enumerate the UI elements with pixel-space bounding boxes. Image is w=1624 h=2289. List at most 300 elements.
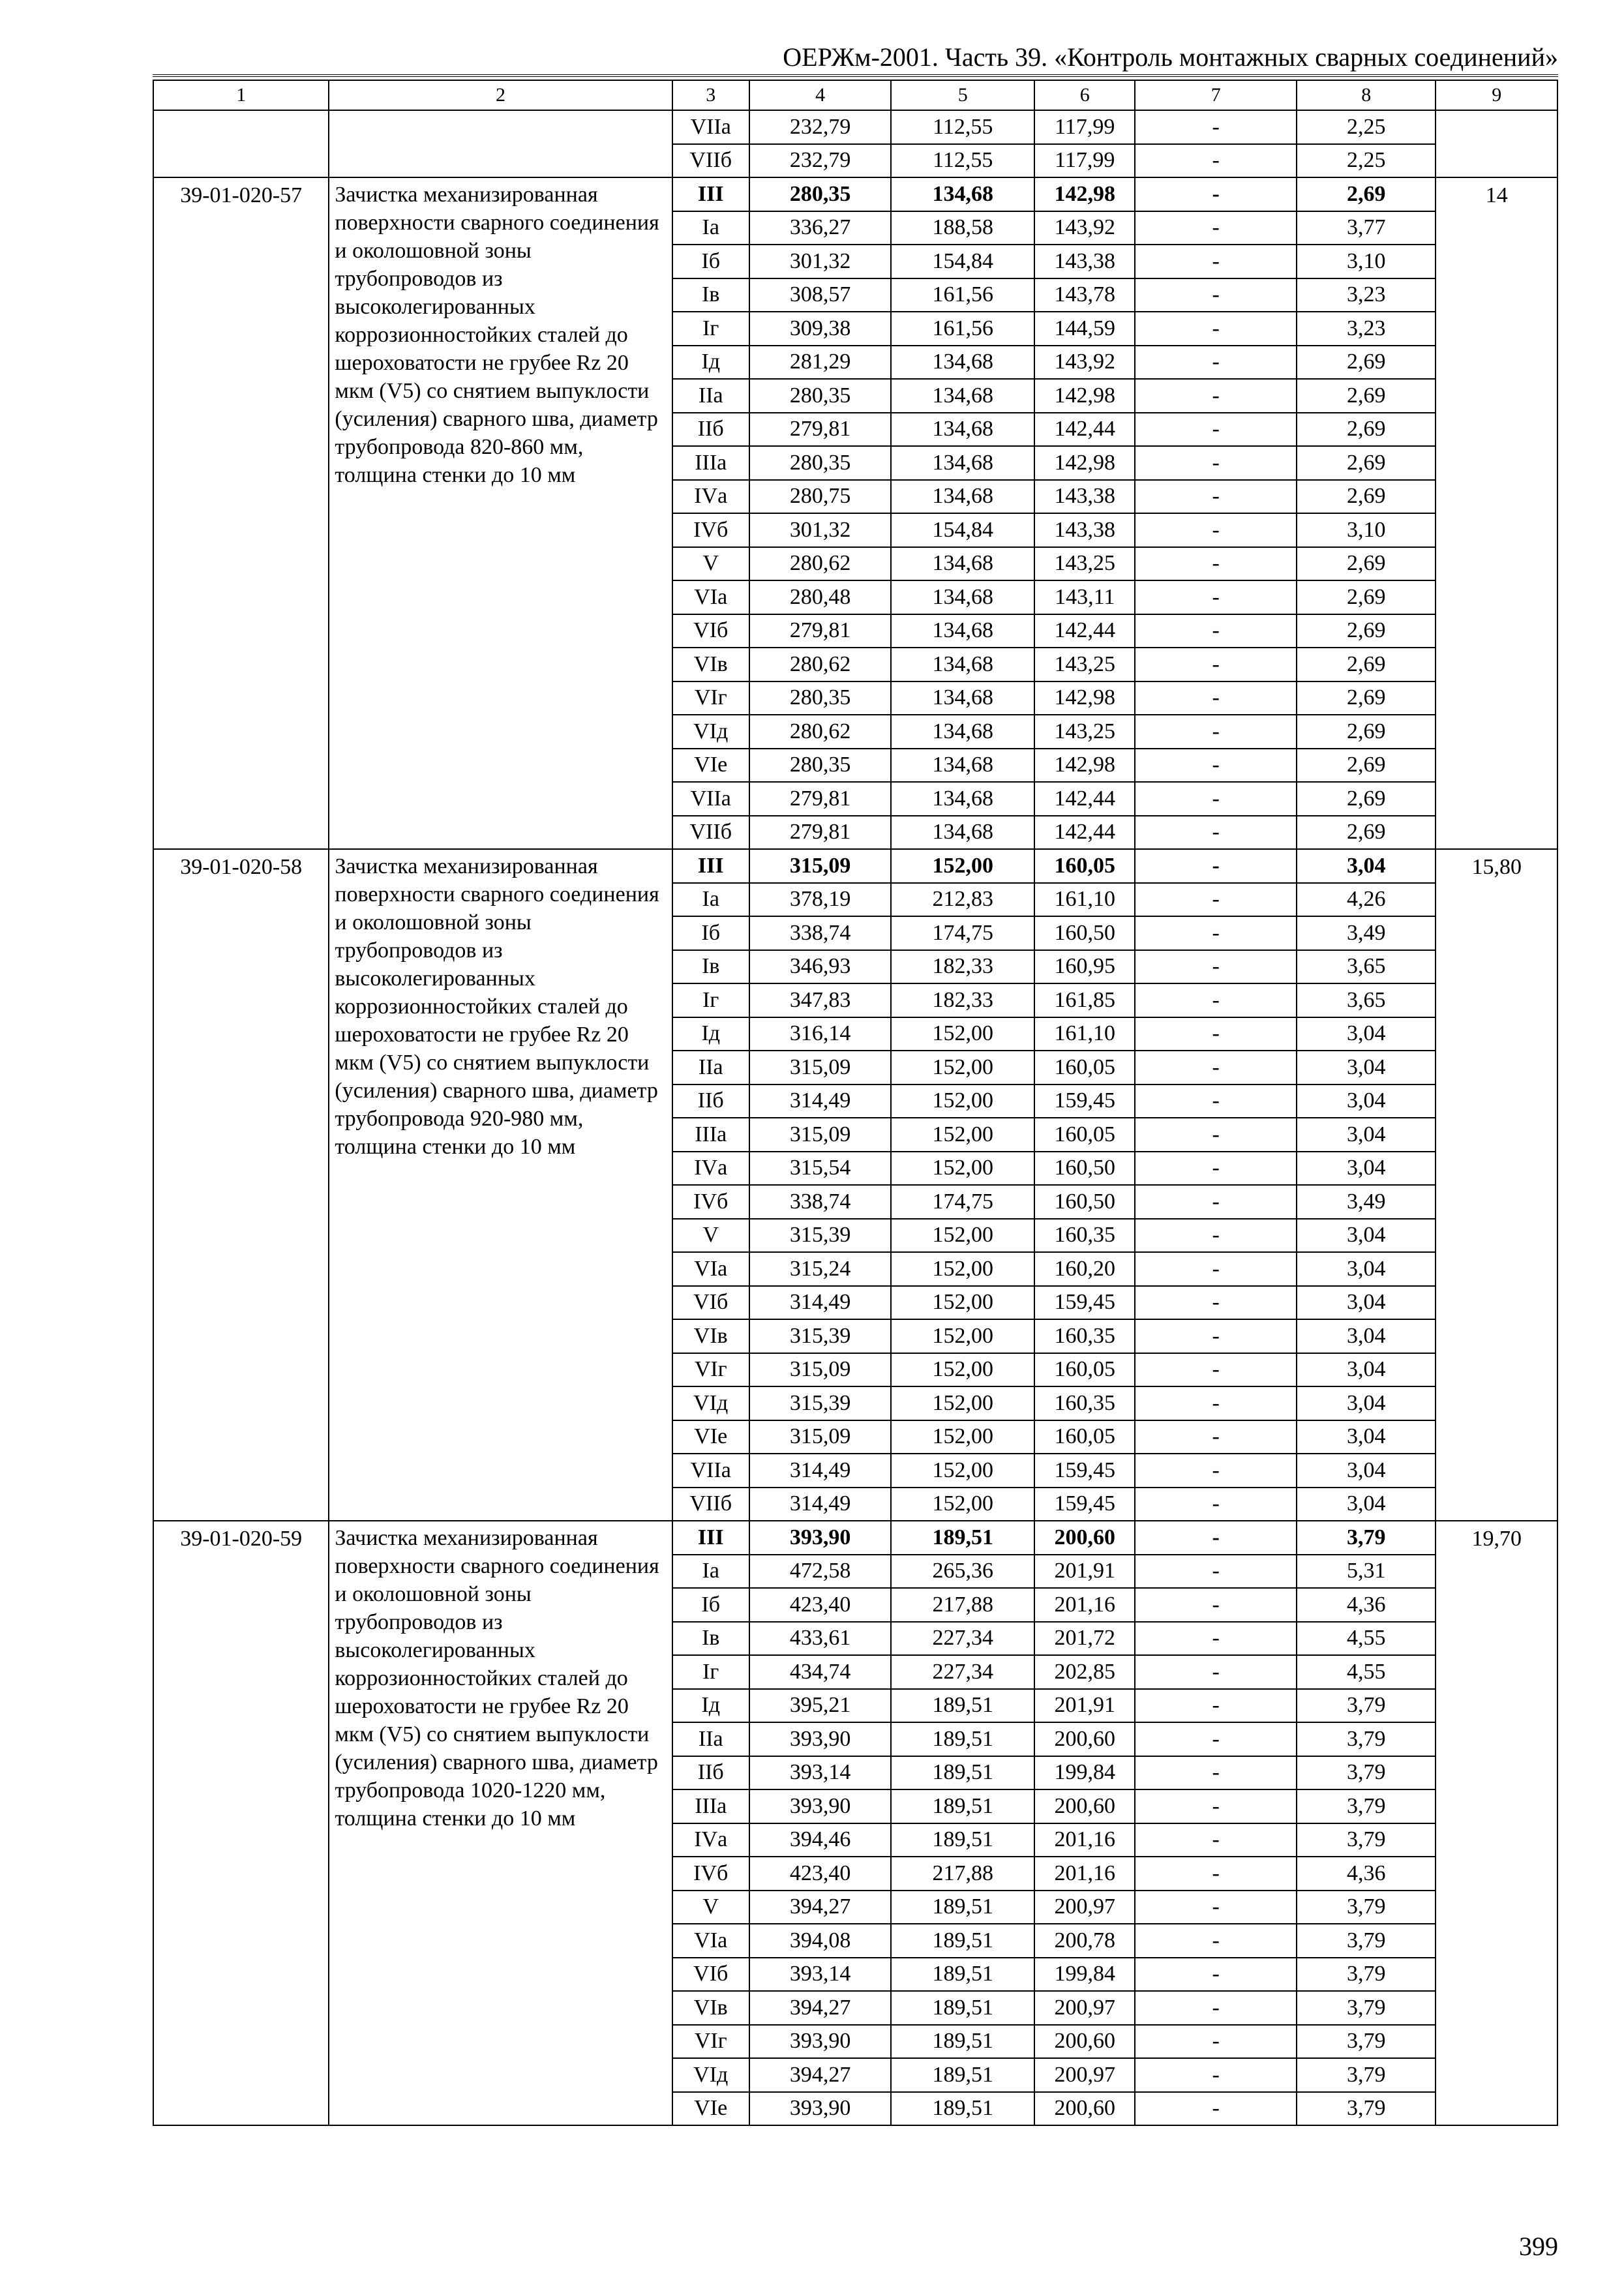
subsection-cell: III (672, 849, 749, 883)
machine-cost-cell: 142,44 (1034, 413, 1135, 447)
subsection-cell: Iв (672, 1622, 749, 1656)
machine-cost-cell: 142,98 (1034, 749, 1135, 783)
material-cost-cell: - (1135, 1823, 1297, 1857)
total-cost-cell: 301,32 (749, 245, 892, 278)
labor-cost-cell: 134,68 (891, 413, 1034, 447)
labor-cost-cell: 152,00 (891, 1454, 1034, 1488)
labor-cost-cell: 152,00 (891, 1488, 1034, 1521)
labor-cost-cell: 134,68 (891, 816, 1034, 850)
material-cost-cell: - (1135, 1488, 1297, 1521)
subsection-cell: VIг (672, 2025, 749, 2059)
labor-cost-cell: 189,51 (891, 1789, 1034, 1823)
total-cost-cell: 423,40 (749, 1588, 892, 1622)
machinist-labor-cell: 4,36 (1297, 1857, 1436, 1891)
machinist-labor-cell: 2,69 (1297, 379, 1436, 413)
material-cost-cell: - (1135, 2092, 1297, 2126)
machine-cost-cell: 143,92 (1034, 211, 1135, 245)
machinist-labor-cell: 3,04 (1297, 1319, 1436, 1353)
rate-row (153, 177, 1557, 211)
machinist-labor-cell: 3,49 (1297, 1185, 1436, 1219)
machinist-labor-cell: 3,49 (1297, 916, 1436, 950)
machinist-labor-cell: 3,04 (1297, 1488, 1436, 1521)
material-cost-cell: - (1135, 413, 1297, 447)
material-cost-cell: - (1135, 580, 1297, 614)
machine-cost-cell: 143,78 (1034, 278, 1135, 312)
labor-cost-cell: 189,51 (891, 2025, 1034, 2059)
machine-cost-cell: 143,25 (1034, 547, 1135, 581)
subsection-cell: Iв (672, 278, 749, 312)
machine-cost-cell: 160,95 (1034, 950, 1135, 984)
material-cost-cell: - (1135, 177, 1297, 211)
work-description: Зачистка механизированная поверхности сварного соединения и околошовной зоны трубопроводов из высоколегированных коррозионностойких сталей до шероховатости не грубее Rz 20 мкм (V5) со снятием выпуклости (усиления) сварного шва, диаметр трубопровода 1020-1220 мм, толщина стенки до 10 мм (329, 1521, 672, 2125)
machinist-labor-cell: 3,04 (1297, 1286, 1436, 1320)
total-cost-cell: 433,61 (749, 1622, 892, 1656)
machinist-labor-cell: 3,79 (1297, 1756, 1436, 1790)
total-cost-cell: 280,35 (749, 446, 892, 480)
subsection-cell: IIа (672, 1051, 749, 1085)
machine-cost-cell: 160,50 (1034, 916, 1135, 950)
total-cost-cell: 395,21 (749, 1689, 892, 1723)
material-cost-cell: - (1135, 1286, 1297, 1320)
total-cost-cell: 378,19 (749, 883, 892, 917)
machinist-labor-cell: 3,04 (1297, 1051, 1436, 1085)
machinist-labor-cell: 3,79 (1297, 2025, 1436, 2059)
subsection-cell: V (672, 1891, 749, 1924)
material-cost-cell: - (1135, 1756, 1297, 1790)
subsection-cell: VIе (672, 749, 749, 783)
total-cost-cell: 309,38 (749, 312, 892, 346)
labor-cost-cell: 152,00 (891, 1386, 1034, 1420)
machine-cost-cell: 117,99 (1034, 110, 1135, 144)
machine-cost-cell: 160,05 (1034, 849, 1135, 883)
labor-cost-cell: 152,00 (891, 1017, 1034, 1051)
subsection-cell: IIа (672, 379, 749, 413)
subsection-cell: IVа (672, 1823, 749, 1857)
labor-cost-cell: 189,51 (891, 1891, 1034, 1924)
labor-cost-cell: 161,56 (891, 312, 1034, 346)
material-cost-cell: - (1135, 816, 1297, 850)
labor-cost-cell: 189,51 (891, 1756, 1034, 1790)
total-cost-cell: 314,49 (749, 1286, 892, 1320)
subsection-cell: IIIа (672, 1118, 749, 1152)
material-cost-cell: - (1135, 950, 1297, 984)
material-cost-cell: - (1135, 379, 1297, 413)
subsection-cell: IVб (672, 1857, 749, 1891)
machinist-labor-cell: 3,04 (1297, 1252, 1436, 1286)
machinist-labor-cell: 3,04 (1297, 1353, 1436, 1387)
labor-cost-cell: 134,68 (891, 580, 1034, 614)
labor-cost-cell: 189,51 (891, 1958, 1034, 1992)
subsection-cell: IIб (672, 413, 749, 447)
col9-cell-empty (1436, 110, 1557, 177)
material-cost-cell: - (1135, 1051, 1297, 1085)
labor-cost-cell: 152,00 (891, 1051, 1034, 1085)
labor-cost-cell: 134,68 (891, 782, 1034, 816)
total-cost-cell: 393,90 (749, 1521, 892, 1555)
material-cost-cell: - (1135, 1219, 1297, 1253)
subsection-cell: IVа (672, 1152, 749, 1186)
subsection-cell: V (672, 1219, 749, 1253)
machinist-labor-cell: 3,79 (1297, 1823, 1436, 1857)
labor-cost-cell: 152,00 (891, 1319, 1034, 1353)
continuation-row (153, 110, 1557, 144)
subsection-cell: Iв (672, 950, 749, 984)
material-cost-cell: - (1135, 1689, 1297, 1723)
labor-cost-cell: 152,00 (891, 1286, 1034, 1320)
total-cost-cell: 315,39 (749, 1219, 892, 1253)
labor-cost-cell: 134,68 (891, 177, 1034, 211)
column-number-9: 9 (1436, 80, 1557, 110)
material-cost-cell: - (1135, 1958, 1297, 1992)
machine-cost-cell: 200,97 (1034, 1891, 1135, 1924)
machinist-labor-cell: 2,69 (1297, 547, 1436, 581)
total-cost-cell: 280,48 (749, 580, 892, 614)
total-cost-cell: 280,35 (749, 379, 892, 413)
machinist-labor-cell: 2,69 (1297, 648, 1436, 681)
labor-cost-cell: 174,75 (891, 916, 1034, 950)
machine-cost-cell: 142,44 (1034, 782, 1135, 816)
total-cost-cell: 314,49 (749, 1488, 892, 1521)
machine-cost-cell: 144,59 (1034, 312, 1135, 346)
labor-cost-cell: 188,58 (891, 211, 1034, 245)
total-cost-cell: 308,57 (749, 278, 892, 312)
subsection-cell: Iа (672, 883, 749, 917)
total-cost-cell: 315,09 (749, 1051, 892, 1085)
machinist-labor-cell: 2,69 (1297, 681, 1436, 715)
total-cost-cell: 393,90 (749, 2025, 892, 2059)
total-cost-cell: 347,83 (749, 983, 892, 1017)
total-cost-cell: 394,27 (749, 2058, 892, 2092)
machine-cost-cell: 160,50 (1034, 1152, 1135, 1186)
subsection-cell: VIIб (672, 1488, 749, 1521)
labor-cost-cell: 134,68 (891, 715, 1034, 749)
machine-cost-cell: 200,97 (1034, 1991, 1135, 2025)
labor-cost-cell: 161,56 (891, 278, 1034, 312)
subsection-cell: VIа (672, 1924, 749, 1958)
subsection-cell: IVб (672, 513, 749, 547)
machine-cost-cell: 142,98 (1034, 446, 1135, 480)
machine-cost-cell: 142,98 (1034, 681, 1135, 715)
machine-cost-cell: 160,05 (1034, 1420, 1135, 1454)
machine-cost-cell: 160,05 (1034, 1051, 1135, 1085)
subsection-cell: IVа (672, 480, 749, 514)
rate-row (153, 1521, 1557, 1555)
material-cost-cell: - (1135, 1555, 1297, 1589)
labor-cost-cell: 152,00 (891, 1420, 1034, 1454)
subsection-cell: VIе (672, 2092, 749, 2126)
material-cost-cell: - (1135, 1891, 1297, 1924)
material-cost-cell: - (1135, 547, 1297, 581)
column-number-7: 7 (1135, 80, 1297, 110)
material-cost-cell: - (1135, 1185, 1297, 1219)
total-cost-cell: 279,81 (749, 782, 892, 816)
column-number-5: 5 (891, 80, 1034, 110)
subsection-cell: Iг (672, 983, 749, 1017)
machinist-labor-cell: 2,69 (1297, 580, 1436, 614)
material-cost-cell: - (1135, 849, 1297, 883)
subsection-cell: VIд (672, 715, 749, 749)
labor-cost-cell: 134,68 (891, 648, 1034, 681)
machine-cost-cell: 143,92 (1034, 346, 1135, 380)
material-cost-cell: - (1135, 1118, 1297, 1152)
total-cost-cell: 315,39 (749, 1319, 892, 1353)
material-cost-cell: - (1135, 614, 1297, 648)
machine-cost-cell: 200,60 (1034, 2092, 1135, 2126)
machine-cost-cell: 200,60 (1034, 2025, 1135, 2059)
subsection-cell: VIв (672, 1319, 749, 1353)
machinist-labor-cell: 2,69 (1297, 177, 1436, 211)
material-cost-cell: - (1135, 1017, 1297, 1051)
material-cost-cell: - (1135, 1252, 1297, 1286)
total-cost-cell: 336,27 (749, 211, 892, 245)
machinist-labor-cell: 4,55 (1297, 1622, 1436, 1656)
subsection-cell: IVб (672, 1185, 749, 1219)
machine-cost-cell: 142,44 (1034, 614, 1135, 648)
machine-cost-cell: 200,60 (1034, 1521, 1135, 1555)
machinist-labor-cell: 3,79 (1297, 1924, 1436, 1958)
labor-cost-cell: 189,51 (891, 1521, 1034, 1555)
labor-cost-cell: 189,51 (891, 1823, 1034, 1857)
machine-cost-cell: 142,44 (1034, 816, 1135, 850)
material-cost-cell: - (1135, 1353, 1297, 1387)
machine-cost-cell: 160,35 (1034, 1386, 1135, 1420)
code-cell-empty (153, 110, 329, 177)
total-cost-cell: 279,81 (749, 413, 892, 447)
subsection-cell: III (672, 177, 749, 211)
subsection-cell: Iб (672, 245, 749, 278)
machine-cost-cell: 143,38 (1034, 513, 1135, 547)
material-cost-cell: - (1135, 1789, 1297, 1823)
material-cost-cell: - (1135, 1622, 1297, 1656)
subsection-cell: VIIа (672, 782, 749, 816)
subsection-cell: Iд (672, 1017, 749, 1051)
column-number-1: 1 (153, 80, 329, 110)
subsection-cell: Iб (672, 916, 749, 950)
labor-cost-cell: 134,68 (891, 681, 1034, 715)
machine-cost-cell: 160,05 (1034, 1353, 1135, 1387)
machinist-labor-cell: 3,77 (1297, 211, 1436, 245)
material-cost-cell: - (1135, 446, 1297, 480)
subsection-cell: VIе (672, 1420, 749, 1454)
subsection-cell: Iа (672, 211, 749, 245)
rate-code: 39-01-020-58 (153, 849, 329, 1521)
total-cost-cell: 315,09 (749, 849, 892, 883)
column-number-4: 4 (749, 80, 892, 110)
subsection-cell: VIв (672, 648, 749, 681)
subsection-cell: VIа (672, 1252, 749, 1286)
machinist-labor-cell: 2,69 (1297, 715, 1436, 749)
material-cost-cell: - (1135, 1319, 1297, 1353)
machinist-labor-cell: 4,55 (1297, 1655, 1436, 1689)
total-cost-cell: 314,49 (749, 1085, 892, 1118)
material-cost-cell: - (1135, 144, 1297, 178)
column-number-3: 3 (672, 80, 749, 110)
material-cost-cell: - (1135, 681, 1297, 715)
machine-cost-cell: 160,50 (1034, 1185, 1135, 1219)
machine-cost-cell: 161,85 (1034, 983, 1135, 1017)
labor-cost-cell: 182,33 (891, 983, 1034, 1017)
total-cost-cell: 280,62 (749, 648, 892, 681)
machine-cost-cell: 143,11 (1034, 580, 1135, 614)
machine-cost-cell: 201,16 (1034, 1823, 1135, 1857)
material-cost-cell: - (1135, 346, 1297, 380)
rate-code: 39-01-020-57 (153, 177, 329, 849)
subsection-cell: VIIб (672, 144, 749, 178)
labor-cost-cell: 227,34 (891, 1622, 1034, 1656)
machinist-labor-cell: 3,04 (1297, 1420, 1436, 1454)
labor-cost-cell: 152,00 (891, 849, 1034, 883)
subsection-cell: IIб (672, 1085, 749, 1118)
total-cost-cell: 315,54 (749, 1152, 892, 1186)
subsection-cell: Iа (672, 1555, 749, 1589)
machine-cost-cell: 142,98 (1034, 177, 1135, 211)
machinist-labor-cell: 4,26 (1297, 883, 1436, 917)
material-cost-cell: - (1135, 1655, 1297, 1689)
machine-cost-cell: 201,72 (1034, 1622, 1135, 1656)
machinist-labor-cell: 3,79 (1297, 1891, 1436, 1924)
machinist-labor-cell: 2,69 (1297, 413, 1436, 447)
material-cost-cell: - (1135, 513, 1297, 547)
total-cost-cell: 315,09 (749, 1420, 892, 1454)
material-cost-cell: - (1135, 211, 1297, 245)
machinist-labor-cell: 2,69 (1297, 446, 1436, 480)
machine-cost-cell: 200,97 (1034, 2058, 1135, 2092)
total-cost-cell: 393,90 (749, 2092, 892, 2126)
labor-cost-cell: 134,68 (891, 480, 1034, 514)
machinist-labor-cell: 3,79 (1297, 1689, 1436, 1723)
total-cost-cell: 315,09 (749, 1353, 892, 1387)
machine-cost-cell: 200,60 (1034, 1789, 1135, 1823)
machinist-labor-cell: 3,79 (1297, 1958, 1436, 1992)
subsection-cell: Iд (672, 1689, 749, 1723)
machine-cost-cell: 160,35 (1034, 1319, 1135, 1353)
total-cost-cell: 280,62 (749, 547, 892, 581)
table-body (153, 80, 1557, 2125)
machine-cost-cell: 200,78 (1034, 1924, 1135, 1958)
machinist-labor-cell: 3,04 (1297, 1017, 1436, 1051)
labor-cost-cell: 134,68 (891, 446, 1034, 480)
material-cost-cell: - (1135, 1991, 1297, 2025)
labor-cost-cell: 152,00 (891, 1118, 1034, 1152)
machine-cost-cell: 159,45 (1034, 1286, 1135, 1320)
total-cost-cell: 393,14 (749, 1958, 892, 1992)
labor-cost-cell: 189,51 (891, 1722, 1034, 1756)
labor-cost-cell: 217,88 (891, 1588, 1034, 1622)
material-cost-cell: - (1135, 715, 1297, 749)
rate-code: 39-01-020-59 (153, 1521, 329, 2125)
total-cost-cell: 472,58 (749, 1555, 892, 1589)
total-cost-cell: 394,46 (749, 1823, 892, 1857)
machinist-labor-cell: 2,69 (1297, 614, 1436, 648)
machinist-labor-cell: 3,04 (1297, 1118, 1436, 1152)
total-cost-cell: 393,90 (749, 1789, 892, 1823)
total-cost-cell: 315,09 (749, 1118, 892, 1152)
material-cost-cell: - (1135, 1857, 1297, 1891)
material-cost-cell: - (1135, 1521, 1297, 1555)
machinist-labor-cell: 3,79 (1297, 1991, 1436, 2025)
labor-cost-cell: 182,33 (891, 950, 1034, 984)
material-cost-cell: - (1135, 480, 1297, 514)
material-cost-cell: - (1135, 1152, 1297, 1186)
subsection-cell: Iг (672, 312, 749, 346)
material-cost-cell: - (1135, 749, 1297, 783)
subsection-cell: IIIа (672, 446, 749, 480)
subsection-cell: VIб (672, 1286, 749, 1320)
machine-cost-cell: 160,35 (1034, 1219, 1135, 1253)
machine-cost-cell: 159,45 (1034, 1085, 1135, 1118)
machine-cost-cell: 200,60 (1034, 1722, 1135, 1756)
machine-cost-cell: 201,91 (1034, 1555, 1135, 1589)
machine-cost-cell: 201,16 (1034, 1857, 1135, 1891)
total-cost-cell: 280,62 (749, 715, 892, 749)
column-9-value: 14 (1436, 177, 1557, 849)
total-cost-cell: 315,39 (749, 1386, 892, 1420)
machine-cost-cell: 159,45 (1034, 1454, 1135, 1488)
material-cost-cell: - (1135, 883, 1297, 917)
work-description: Зачистка механизированная поверхности сварного соединения и околошовной зоны трубопроводов из высоколегированных коррозионностойких сталей до шероховатости не грубее Rz 20 мкм (V5) со снятием выпуклости (усиления) сварного шва, диаметр трубопровода 920-980 мм, толщина стенки до 10 мм (329, 849, 672, 1521)
machinist-labor-cell: 2,69 (1297, 782, 1436, 816)
machine-cost-cell: 143,38 (1034, 245, 1135, 278)
machine-cost-cell: 202,85 (1034, 1655, 1135, 1689)
machine-cost-cell: 160,05 (1034, 1118, 1135, 1152)
total-cost-cell: 338,74 (749, 1185, 892, 1219)
total-cost-cell: 394,27 (749, 1891, 892, 1924)
labor-cost-cell: 189,51 (891, 2058, 1034, 2092)
machinist-labor-cell: 3,10 (1297, 513, 1436, 547)
machinist-labor-cell: 3,04 (1297, 1219, 1436, 1253)
subsection-cell: IIIа (672, 1789, 749, 1823)
machinist-labor-cell: 3,10 (1297, 245, 1436, 278)
labor-cost-cell: 134,68 (891, 614, 1034, 648)
subsection-cell: VIб (672, 614, 749, 648)
labor-cost-cell: 189,51 (891, 1924, 1034, 1958)
total-cost-cell: 232,79 (749, 144, 892, 178)
material-cost-cell: - (1135, 1386, 1297, 1420)
total-cost-cell: 280,35 (749, 681, 892, 715)
labor-cost-cell: 217,88 (891, 1857, 1034, 1891)
labor-cost-cell: 112,55 (891, 144, 1034, 178)
total-cost-cell: 279,81 (749, 614, 892, 648)
material-cost-cell: - (1135, 2025, 1297, 2059)
labor-cost-cell: 189,51 (891, 1689, 1034, 1723)
column-number-8: 8 (1297, 80, 1436, 110)
labor-cost-cell: 227,34 (891, 1655, 1034, 1689)
rate-row (153, 849, 1557, 883)
total-cost-cell: 393,90 (749, 1722, 892, 1756)
subsection-cell: IIа (672, 1722, 749, 1756)
subsection-cell: Iд (672, 346, 749, 380)
total-cost-cell: 338,74 (749, 916, 892, 950)
machinist-labor-cell: 5,31 (1297, 1555, 1436, 1589)
subsection-cell: V (672, 547, 749, 581)
material-cost-cell: - (1135, 983, 1297, 1017)
total-cost-cell: 346,93 (749, 950, 892, 984)
material-cost-cell: - (1135, 916, 1297, 950)
total-cost-cell: 280,35 (749, 177, 892, 211)
material-cost-cell: - (1135, 2058, 1297, 2092)
labor-cost-cell: 134,68 (891, 547, 1034, 581)
subsection-cell: VIа (672, 580, 749, 614)
description-cell-empty (329, 110, 672, 177)
subsection-cell: VIIа (672, 110, 749, 144)
material-cost-cell: - (1135, 245, 1297, 278)
machinist-labor-cell: 3,79 (1297, 1521, 1436, 1555)
column-9-value: 15,80 (1436, 849, 1557, 1521)
machinist-labor-cell: 3,04 (1297, 1386, 1436, 1420)
machinist-labor-cell: 3,79 (1297, 2092, 1436, 2126)
machinist-labor-cell: 4,36 (1297, 1588, 1436, 1622)
subsection-cell: IIб (672, 1756, 749, 1790)
